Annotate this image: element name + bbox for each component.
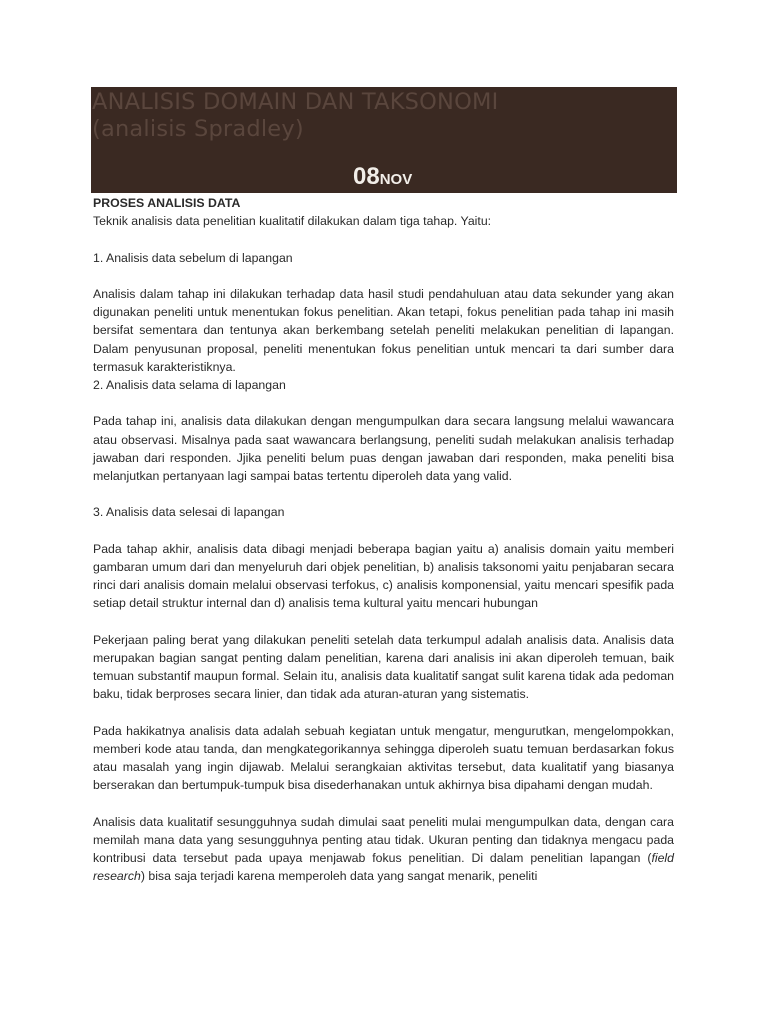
paragraph-text-end: ) bisa saja terjadi karena memperoleh data yang sangat menarik, peneliti [140,869,538,884]
step-2-title: 2. Analisis data selama di lapangan [93,378,286,392]
post-title[interactable] [92,89,672,143]
analysis-essence-paragraph: Pada hakikatnya analisis data adalah sebuah kegiatan untuk mengatur, mengurutkan, mengelompokkan, memberi kode atau tanda, dan mengkategorikannya sehingga diperoleh suatu temuan berdasarkan fokus atau masalah yang ingin dijawab. Melalui serangkaian aktivitas tersebut, data kualitatif yang biasanya berserakan dan bertumpuk-tumpuk bisa disederhanakan untuk akhirnya bisa dipahami dengan mudah. [93,723,674,793]
qualitative-analysis-paragraph [93,813,674,886]
article-body [93,194,674,886]
post-header-banner [91,87,677,193]
post-title-line-2: (analisis Spradley) [92,116,304,142]
paragraph-text-start: Analisis data kualitatif sesungguhnya sudah dimulai saat peneliti mulai mengumpulkan data, dengan cara memilah mana data yang sesungguhnya penting atau tidak. Ukuran penting dan tidaknya mengacu pada kontribusi data tersebut pada upaya menjawab fokus penelitian. Di dalam penelitian lapangan ( [93,814,674,866]
intro-paragraph: Teknik analisis data penelitian kualitatif dilakukan dalam tiga tahap. Yaitu: [93,214,492,229]
post-date [353,163,412,191]
step-1-title: 1. Analisis data sebelum di lapangan [93,250,293,265]
post-title-line-1: ANALISIS DOMAIN DAN TAKSONOMI [92,89,499,115]
step-1-paragraph: Analisis dalam tahap ini dilakukan terhadap data hasil studi pendahuluan atau data sekunder yang akan digunakan peneliti untuk menentukan fokus penelitian. Akan tetapi, fokus penelitian pada tahap ini masih bersifat sementara dan tentunya akan berkembang setelah peneliti melakukan penelitian di lapangan. Dalam penyusunan proposal, peneliti menentukan fokus penelitian untuk mencari ta dari sumber dara termasuk karakteristiknya. [93,286,674,374]
post-date-month: NOV [379,171,413,188]
analysis-work-paragraph: Pekerjaan paling berat yang dilakukan peneliti setelah data terkumpul adalah analisis data. Analisis data merupakan bagian sangat penting dalam penelitian, karena dari analisis ini akan diperoleh temuan, baik temuan substantif maupun formal. Selain itu, analisis data kualitatif sangat sulit karena tidak ada pedoman baku, tidak berproses secara linier, dan tidak ada aturan-aturan yang sistematis. [93,632,674,702]
step-3-paragraph: Pada tahap akhir, analisis data dibagi menjadi beberapa bagian yaitu a) analisis domain yaitu memberi gambaran umum dari dan menyeluruh dari objek penelitian, b) analisis taksonomi yaitu penjabaran secara rinci dari analisis domain melalui observasi terfokus, c) analisis komponensial, yaitu mencari spesifik pada setiap detail struktur internal dan d) analisis tema kultural yaitu mencari hubungan [93,541,674,611]
field-research-term: field research [93,851,674,884]
step-3-title: 3. Analisis data selesai di lapangan [93,505,285,520]
post-date-day: 08 [353,163,380,190]
step-2-paragraph: Pada tahap ini, analisis data dilakukan dengan mengumpulkan dara secara langsung melalui wawancara atau observasi. Misalnya pada saat wawancara berlangsung, peneliti sudah melakukan analisis terhadap jawaban dari responden. Jjika peneliti belum puas dengan jawaban dari responden, maka peneliti bisa melanjutkan pertanyaan lagi sampai batas tertentu diperoleh data yang valid. [93,414,674,483]
section-heading: PROSES ANALISIS DATA [93,196,241,210]
